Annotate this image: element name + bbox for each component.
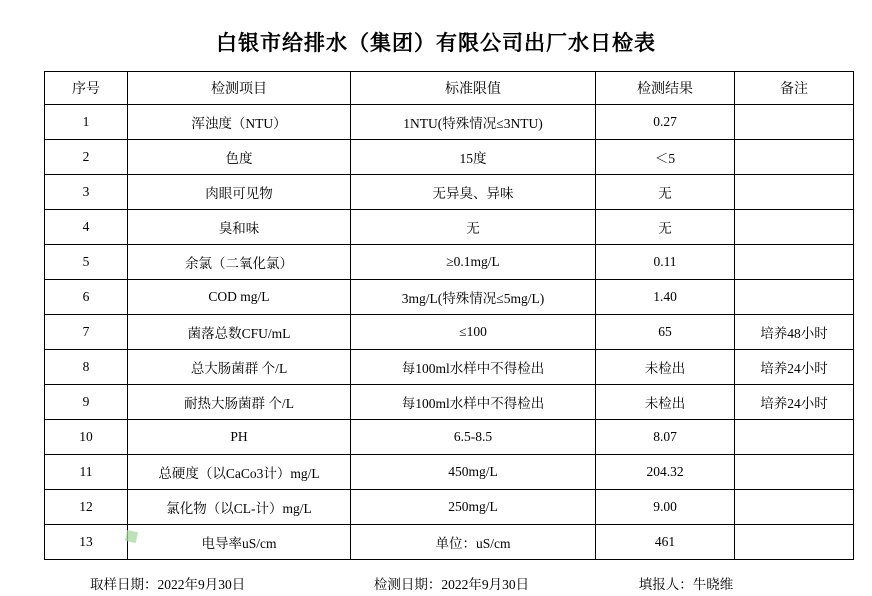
cell-item: 总大肠菌群 个/L <box>128 350 351 385</box>
cell-remark <box>735 455 854 490</box>
cell-limit: 3mg/L(特殊情况≤5mg/L) <box>351 280 596 315</box>
cell-item: 肉眼可见物 <box>128 175 351 210</box>
cell-result: 8.07 <box>596 420 735 455</box>
footer-info <box>0 573 872 593</box>
cell-remark <box>735 490 854 525</box>
cell-no: 13 <box>45 525 128 560</box>
cell-no: 4 <box>45 210 128 245</box>
header-cell-no: 序号 <box>45 72 128 105</box>
cell-limit: 450mg/L <box>351 455 596 490</box>
cell-result: 1.40 <box>596 280 735 315</box>
cell-remark <box>735 210 854 245</box>
cell-remark <box>735 175 854 210</box>
cell-limit: 每100ml水样中不得检出 <box>351 350 596 385</box>
cell-no: 8 <box>45 350 128 385</box>
cell-result: 无 <box>596 175 735 210</box>
sampling-date: 取样日期：2022年9月30日 <box>90 577 246 592</box>
table-body <box>45 105 854 560</box>
cell-remark <box>735 280 854 315</box>
cell-limit: 6.5-8.5 <box>351 420 596 455</box>
cell-item: 总硬度（以CaCo3计）mg/L <box>128 455 351 490</box>
cell-item: 臭和味 <box>128 210 351 245</box>
cell-result: 无 <box>596 210 735 245</box>
cell-remark <box>735 420 854 455</box>
cell-result: 0.11 <box>596 245 735 280</box>
cell-item: 电导率uS/cm <box>128 525 351 560</box>
cell-result: 0.27 <box>596 105 735 140</box>
table-row <box>45 420 854 455</box>
cell-no: 5 <box>45 245 128 280</box>
testing-date: 检测日期：2022年9月30日 <box>373 577 530 592</box>
cell-limit: 1NTU(特殊情况≤3NTU) <box>351 105 596 140</box>
cell-item: 菌落总数CFU/mL <box>128 315 351 350</box>
table-row <box>45 280 854 315</box>
cell-item: 色度 <box>128 140 351 175</box>
cell-limit: 无异臭、异味 <box>351 175 596 210</box>
cell-limit: ≤100 <box>351 315 596 350</box>
cell-remark <box>735 525 854 560</box>
table-row <box>45 525 854 560</box>
table-row <box>45 210 854 245</box>
table-row <box>45 105 854 140</box>
cell-no: 7 <box>45 315 128 350</box>
water-quality-table <box>44 71 854 560</box>
cell-no: 1 <box>45 105 128 140</box>
header-cell-remark: 备注 <box>735 72 854 105</box>
cell-no: 12 <box>45 490 128 525</box>
cell-no: 10 <box>45 420 128 455</box>
cell-result: 461 <box>596 525 735 560</box>
stamp-mark <box>125 530 138 543</box>
cell-limit: 15度 <box>351 140 596 175</box>
reporter-name: 填报人：牛晓维 <box>638 577 734 592</box>
table-header <box>45 72 854 105</box>
cell-limit: 每100ml水样中不得检出 <box>351 385 596 420</box>
cell-item: 浑浊度（NTU） <box>128 105 351 140</box>
table-row <box>45 245 854 280</box>
table-row <box>45 175 854 210</box>
page-title: 白银市给排水（集团）有限公司出厂水日检表 <box>216 31 656 55</box>
cell-remark <box>735 245 854 280</box>
cell-no: 11 <box>45 455 128 490</box>
cell-result: 9.00 <box>596 490 735 525</box>
cell-result: ＜5 <box>596 140 735 175</box>
cell-remark <box>735 140 854 175</box>
cell-remark <box>735 105 854 140</box>
cell-limit: ≥0.1mg/L <box>351 245 596 280</box>
cell-remark: 培养24小时 <box>735 385 854 420</box>
cell-item: PH <box>128 420 351 455</box>
cell-no: 3 <box>45 175 128 210</box>
cell-item: 氯化物（以CL-计）mg/L <box>128 490 351 525</box>
cell-result: 65 <box>596 315 735 350</box>
cell-no: 2 <box>45 140 128 175</box>
table-row <box>45 315 854 350</box>
header-cell-item: 检测项目 <box>128 72 351 105</box>
cell-result: 未检出 <box>596 385 735 420</box>
cell-limit: 无 <box>351 210 596 245</box>
table-row <box>45 385 854 420</box>
cell-item: COD mg/L <box>128 280 351 315</box>
table-header-row <box>45 72 854 105</box>
header-cell-result: 检测结果 <box>596 72 735 105</box>
cell-limit: 单位：uS/cm <box>351 525 596 560</box>
cell-limit: 250mg/L <box>351 490 596 525</box>
table-row <box>45 140 854 175</box>
cell-item: 余氯（二氧化氯） <box>128 245 351 280</box>
cell-result: 204.32 <box>596 455 735 490</box>
header-cell-limit: 标准限值 <box>351 72 596 105</box>
cell-no: 6 <box>45 280 128 315</box>
cell-item: 耐热大肠菌群 个/L <box>128 385 351 420</box>
table-row <box>45 490 854 525</box>
report-table-wrapper <box>0 71 872 560</box>
table-row <box>45 350 854 385</box>
cell-result: 未检出 <box>596 350 735 385</box>
cell-no: 9 <box>45 385 128 420</box>
table-row <box>45 455 854 490</box>
cell-remark: 培养24小时 <box>735 350 854 385</box>
cell-remark: 培养48小时 <box>735 315 854 350</box>
